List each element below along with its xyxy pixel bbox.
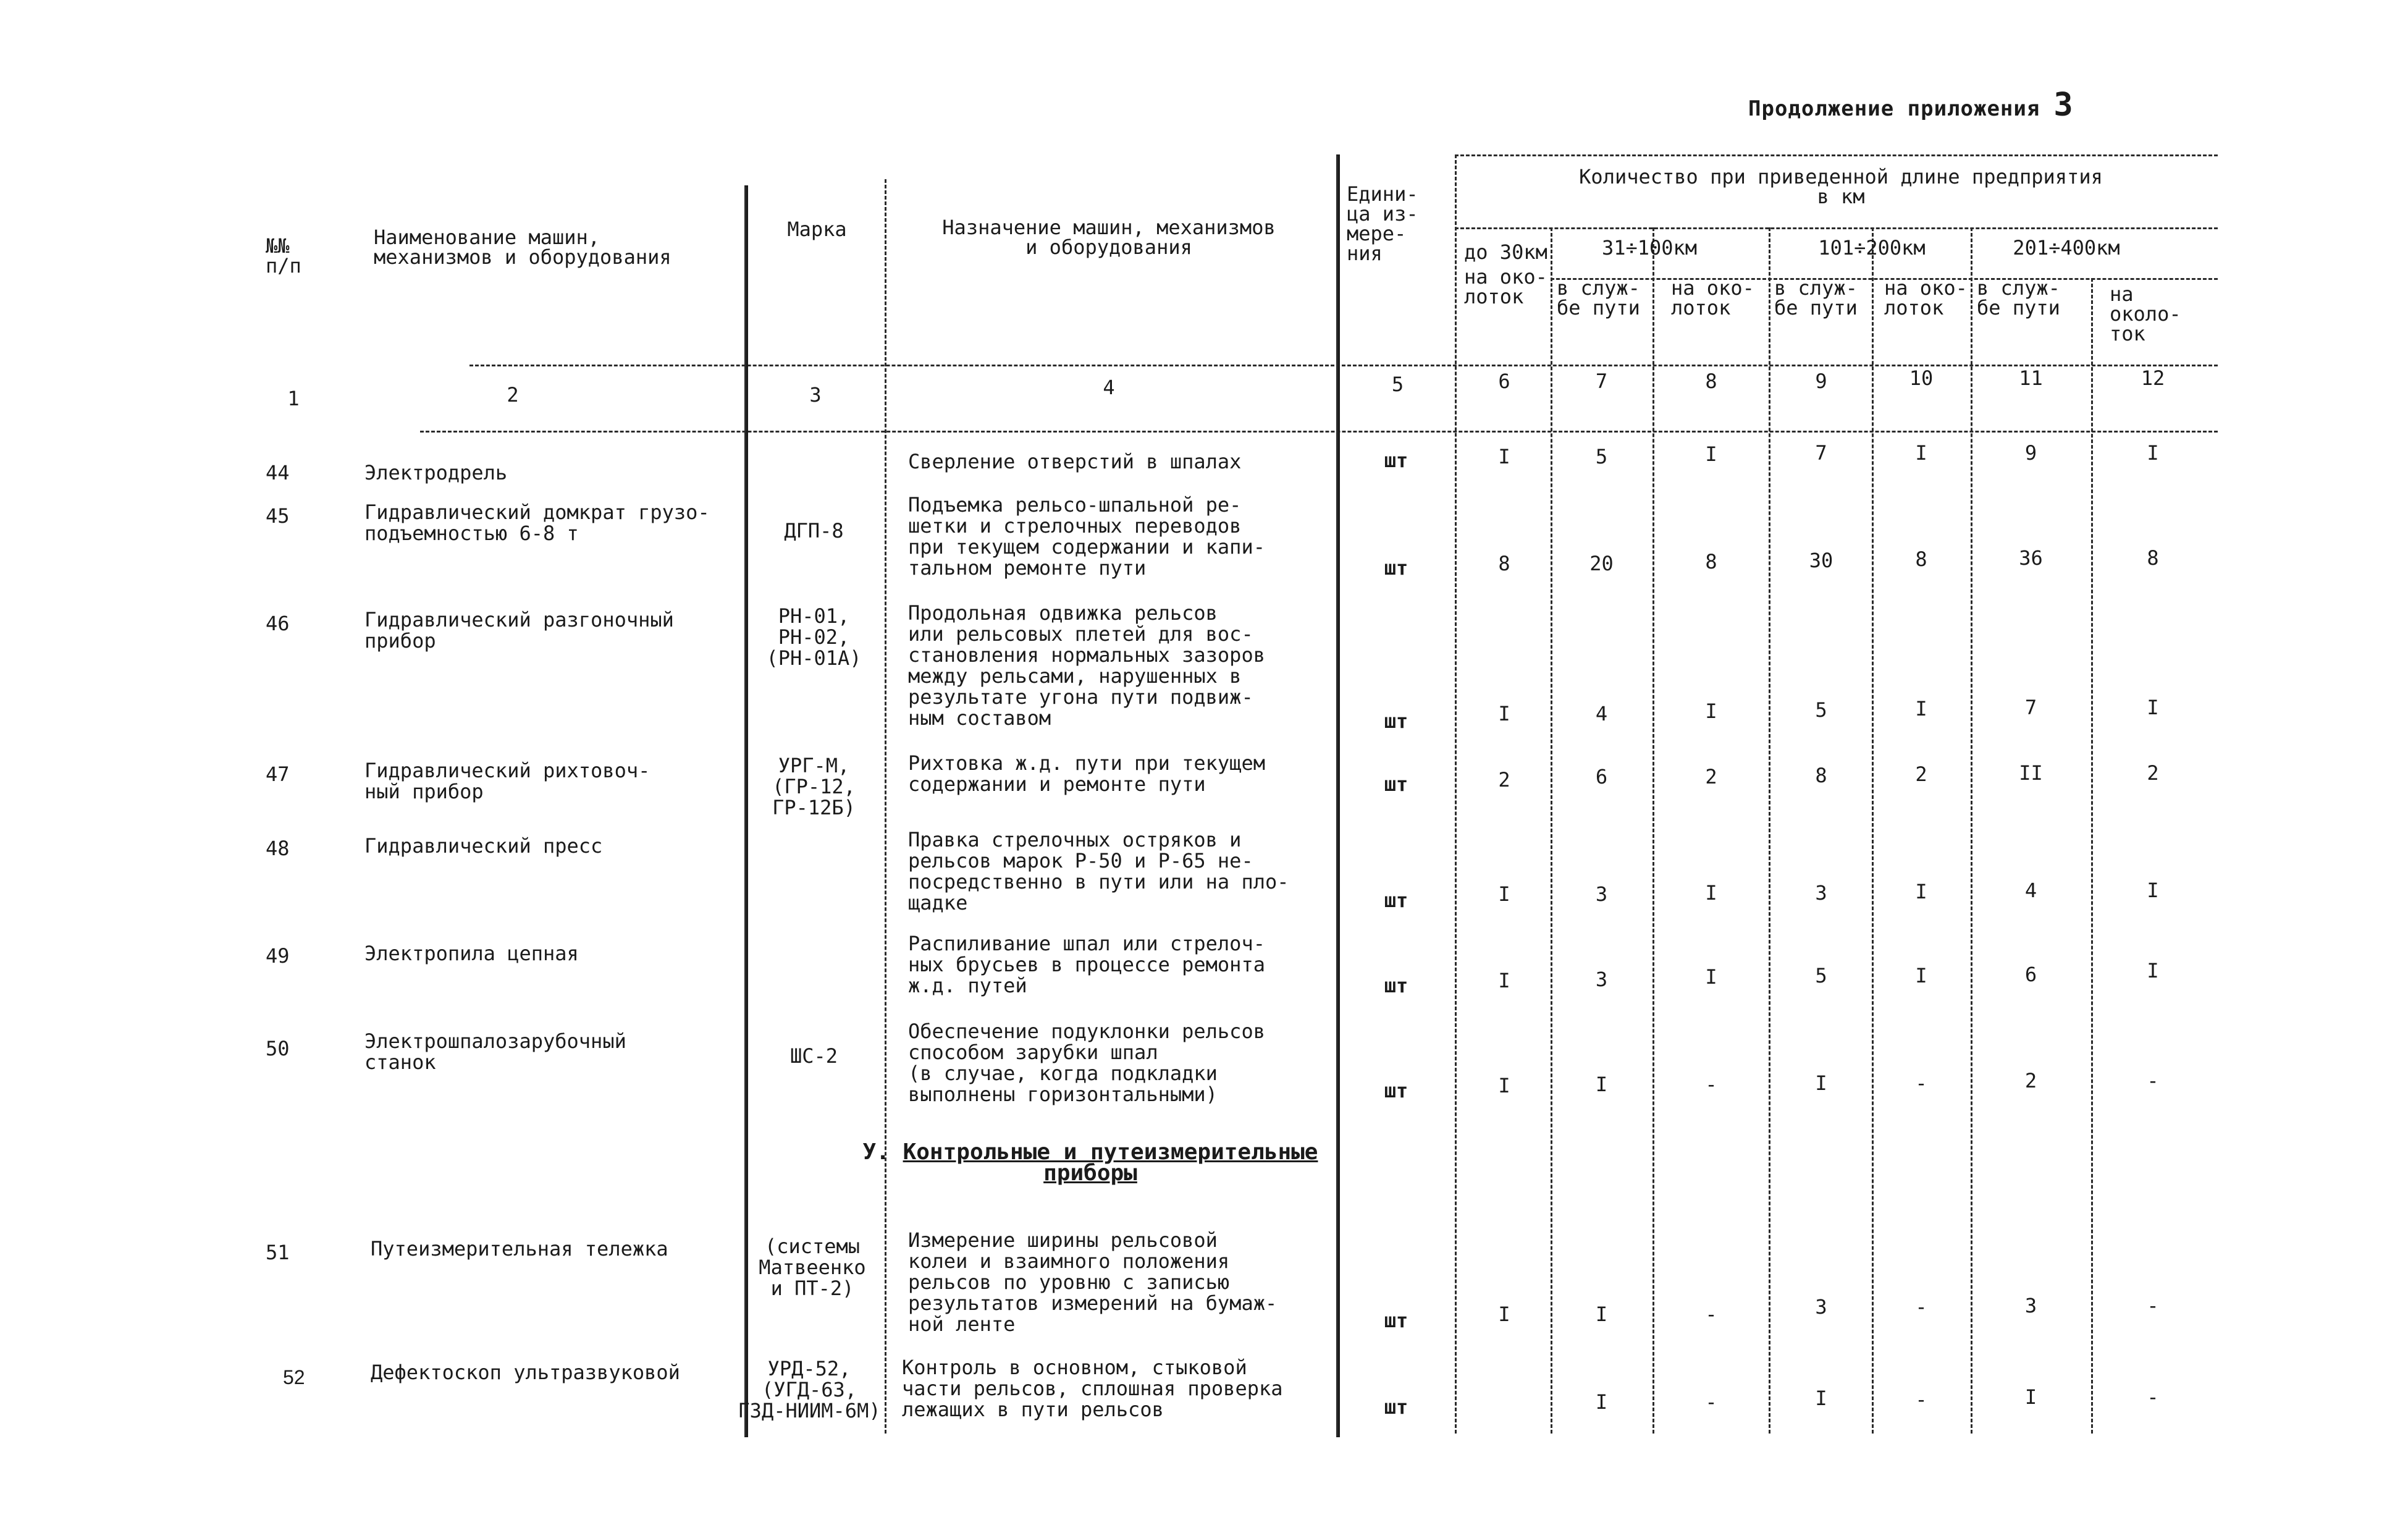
row-q3: - — [1705, 1390, 1717, 1414]
col-line-unit — [1336, 154, 1340, 1437]
header-num: №№ п/п — [266, 234, 301, 277]
row-unit: шт — [1384, 772, 1408, 796]
row-q3: I — [1705, 699, 1717, 723]
row-purpose: Сверление отверстий в шпалах — [908, 450, 1242, 473]
row-num: 50 — [266, 1037, 290, 1060]
row-num: 52 — [283, 1366, 305, 1388]
col-line-purpose — [885, 179, 886, 1434]
row-q7: - — [2147, 1069, 2159, 1092]
row-num: 49 — [266, 944, 290, 968]
header-sub-7: на около- ток — [2110, 282, 2181, 345]
row-name: Электропила цепная — [364, 942, 579, 965]
col-number-10: 10 — [1909, 366, 1934, 390]
row-q5: I — [1915, 880, 1927, 903]
row-unit: шт — [1384, 1079, 1408, 1102]
row-q4: 5 — [1815, 698, 1827, 722]
col-number-2: 2 — [507, 383, 519, 407]
row-brand: УРГ-М, (ГР-12, ГР-12Б) — [772, 754, 856, 819]
row-num: 51 — [266, 1241, 290, 1264]
row-brand: ДГП-8 — [784, 519, 844, 543]
row-q1: I — [1498, 1303, 1510, 1326]
row-q2: 4 — [1595, 702, 1608, 725]
row-q3: 8 — [1705, 550, 1717, 573]
row-purpose: Измерение ширины рельсовой колеи и взаимного положения рельсов по уровню с записью результатов измерений на бумаж- ной ленте — [908, 1228, 1278, 1336]
row-q1: I — [1498, 1074, 1510, 1097]
page-number: 3 — [2053, 87, 2074, 124]
col-number-8: 8 — [1705, 370, 1717, 393]
row-q2: I — [1595, 1303, 1608, 1326]
header-quantity-group: Количество при приведенной длине предприятия в км — [1579, 165, 2103, 208]
row-q3: I — [1705, 965, 1717, 989]
row-q1: I — [1498, 882, 1510, 906]
row-q1: I — [1498, 702, 1510, 725]
row-unit: шт — [1384, 449, 1408, 472]
header-sub-4: в служ- бе пути — [1774, 276, 1858, 319]
row-q1: 2 — [1498, 768, 1510, 792]
rule-ranges — [1455, 227, 2218, 229]
row-q6: 2 — [2024, 1069, 2037, 1092]
header-name: Наименование машин, механизмов и оборудования — [374, 226, 671, 269]
col-line-q2 — [1551, 227, 1552, 1434]
col-line-q3 — [1652, 227, 1654, 1434]
header-sub-2: в служ- бе пути — [1557, 276, 1640, 319]
page-header — [1748, 87, 2074, 124]
row-q5: 8 — [1915, 547, 1927, 571]
row-unit: шт — [1384, 556, 1408, 580]
row-q1: 8 — [1498, 552, 1510, 575]
row-q1: I — [1498, 445, 1510, 468]
row-q6: I — [2024, 1385, 2037, 1409]
row-q7: I — [2147, 696, 2159, 719]
row-q7: I — [2147, 959, 2159, 982]
row-num: 46 — [266, 612, 290, 635]
col-line-q4 — [1769, 227, 1770, 1434]
header-purpose: Назначение машин, механизмов и оборудования — [942, 216, 1276, 259]
section-title: Контрольные и путеизмерительные приборы — [903, 1139, 1318, 1186]
row-q4: 3 — [1815, 881, 1827, 905]
col-line-q5 — [1872, 227, 1874, 1434]
col-number-1: 1 — [287, 387, 300, 410]
row-name: Гидравлический домкрат грузо- подъемностью 6-8 т — [364, 500, 710, 545]
row-q2: 6 — [1595, 765, 1608, 788]
rule-numbers-bottom — [420, 431, 2218, 433]
row-num: 47 — [266, 762, 290, 786]
col-number-11: 11 — [2019, 366, 2043, 390]
col-number-6: 6 — [1498, 370, 1510, 393]
row-q7: 2 — [2147, 761, 2159, 785]
row-q2: I — [1595, 1390, 1608, 1414]
col-number-5: 5 — [1391, 373, 1404, 396]
row-q5: I — [1915, 441, 1927, 465]
rule-top — [1455, 154, 2218, 156]
section-heading — [837, 1139, 1344, 1186]
row-q5: I — [1915, 964, 1927, 987]
row-q7: 8 — [2147, 546, 2159, 570]
row-q4: 3 — [1815, 1295, 1827, 1319]
row-q7: I — [2147, 441, 2159, 465]
row-q3: - — [1705, 1303, 1717, 1326]
row-brand: РН-01, РН-02, (РН-01А) — [766, 604, 862, 670]
row-name: Дефектоскоп ультразвуковой — [371, 1361, 680, 1384]
row-name: Гидравлический рихтовоч- ный прибор — [364, 759, 650, 803]
header-sub-5: на око- лоток — [1884, 276, 1968, 319]
row-name: Электродрель — [364, 461, 508, 484]
row-purpose: Обеспечение подуклонки рельсов способом зарубки шпал (в случае, когда подкладки выполнены горизонтальными) — [908, 1020, 1265, 1106]
row-purpose: Подъемка рельсо-шпальной ре- шетки и стрелочных переводов при текущем содержании и капи- тальном ремонте пути — [908, 493, 1265, 580]
col-line-q6 — [1971, 227, 1972, 1434]
row-purpose: Распиливание шпал или стрелоч- ных брусьев в процессе ремонта ж.д. путей — [908, 932, 1265, 997]
row-q4: I — [1815, 1387, 1827, 1410]
row-brand: УРД-52, (УГД-63, ГЗД-НИИМ-6М) — [738, 1357, 881, 1422]
row-brand: (системы Матвеенко и ПТ-2) — [759, 1235, 866, 1300]
row-brand: ШС-2 — [789, 1044, 838, 1068]
row-q2: 5 — [1595, 445, 1608, 468]
row-num: 45 — [266, 504, 290, 528]
col-number-3: 3 — [809, 383, 822, 407]
row-q2: 20 — [1589, 552, 1614, 575]
col-line-q1 — [1455, 154, 1457, 1434]
page-header-title: Продолжение приложения — [1748, 96, 2040, 121]
row-purpose: Контроль в основном, стыковой части рельсов, сплошная проверка лежащих в пути рельсов — [902, 1356, 1283, 1421]
row-unit: шт — [1384, 889, 1408, 912]
row-q6: 4 — [2024, 879, 2037, 902]
row-q5: - — [1915, 1388, 1927, 1411]
row-q5: I — [1915, 697, 1927, 720]
header-range-1: до 30км — [1464, 240, 1547, 264]
col-line-q7 — [2091, 278, 2093, 1434]
row-purpose: Рихтовка ж.д. пути при текущем содержании и ремонте пути — [908, 751, 1265, 796]
header-sub-3: на око- лоток — [1671, 276, 1754, 319]
row-q7: I — [2147, 879, 2159, 902]
row-name: Путеизмерительная тележка — [371, 1237, 668, 1261]
row-q4: 8 — [1815, 764, 1827, 787]
row-q3: 2 — [1705, 765, 1717, 788]
row-q4: I — [1815, 1071, 1827, 1095]
row-q6: 36 — [2019, 546, 2043, 570]
row-unit: шт — [1384, 1395, 1408, 1419]
row-q6: 6 — [2024, 963, 2037, 986]
row-q3: I — [1705, 881, 1717, 905]
row-q4: 30 — [1809, 549, 1833, 572]
col-number-9: 9 — [1815, 370, 1827, 393]
row-q2: I — [1595, 1073, 1608, 1096]
header-range-3: 101÷200км — [1818, 236, 1926, 260]
row-q5: - — [1915, 1071, 1927, 1095]
row-q5: 2 — [1915, 762, 1927, 786]
row-num: 44 — [266, 461, 290, 484]
header-unit: Едини- ца из- мере- ния — [1347, 182, 1418, 265]
row-purpose: Правка стрелочных остряков и рельсов марок Р-50 и Р-65 не- посредственно в пути или на пло- щадке — [908, 828, 1289, 914]
row-purpose: Продольная одвижка рельсов или рельсовых плетей для вос- становления нормальных зазоров между рельсами, нарушенных в результате угона пути подвиж- ным составом — [908, 601, 1265, 730]
row-q6: 3 — [2024, 1294, 2037, 1317]
header-range-2: 31÷100км — [1601, 236, 1698, 260]
row-unit: шт — [1384, 974, 1408, 997]
col-number-7: 7 — [1595, 370, 1608, 393]
rule-header-bottom — [469, 365, 2218, 366]
row-q6: 7 — [2024, 696, 2037, 719]
row-name: Гидравлический пресс — [364, 834, 603, 858]
row-name: Гидравлический разгоночный прибор — [364, 608, 674, 652]
header-sub-1: на око- лоток — [1464, 265, 1547, 308]
row-q7: - — [2147, 1294, 2159, 1317]
row-q2: 3 — [1595, 882, 1608, 906]
row-q4: 7 — [1815, 441, 1827, 465]
row-q6: 9 — [2024, 441, 2037, 465]
row-name: Электрошпалозарубочный станок — [364, 1029, 626, 1074]
header-range-4: 201÷400км — [2013, 236, 2120, 260]
row-q3: - — [1705, 1073, 1717, 1096]
row-q4: 5 — [1815, 964, 1827, 987]
row-q7: - — [2147, 1385, 2159, 1409]
row-unit: шт — [1384, 1309, 1408, 1332]
header-brand: Марка — [787, 217, 847, 241]
row-q2: 3 — [1595, 968, 1608, 991]
row-q5: - — [1915, 1295, 1927, 1319]
row-num: 48 — [266, 837, 290, 860]
section-prefix: У. — [862, 1139, 890, 1165]
row-unit: шт — [1384, 709, 1408, 733]
col-number-4: 4 — [1103, 376, 1115, 399]
col-number-12: 12 — [2141, 366, 2165, 390]
row-q3: I — [1705, 442, 1717, 466]
row-q1: I — [1498, 969, 1510, 992]
header-sub-6: в служ- бе пути — [1977, 276, 2060, 319]
row-q6: II — [2019, 761, 2043, 785]
